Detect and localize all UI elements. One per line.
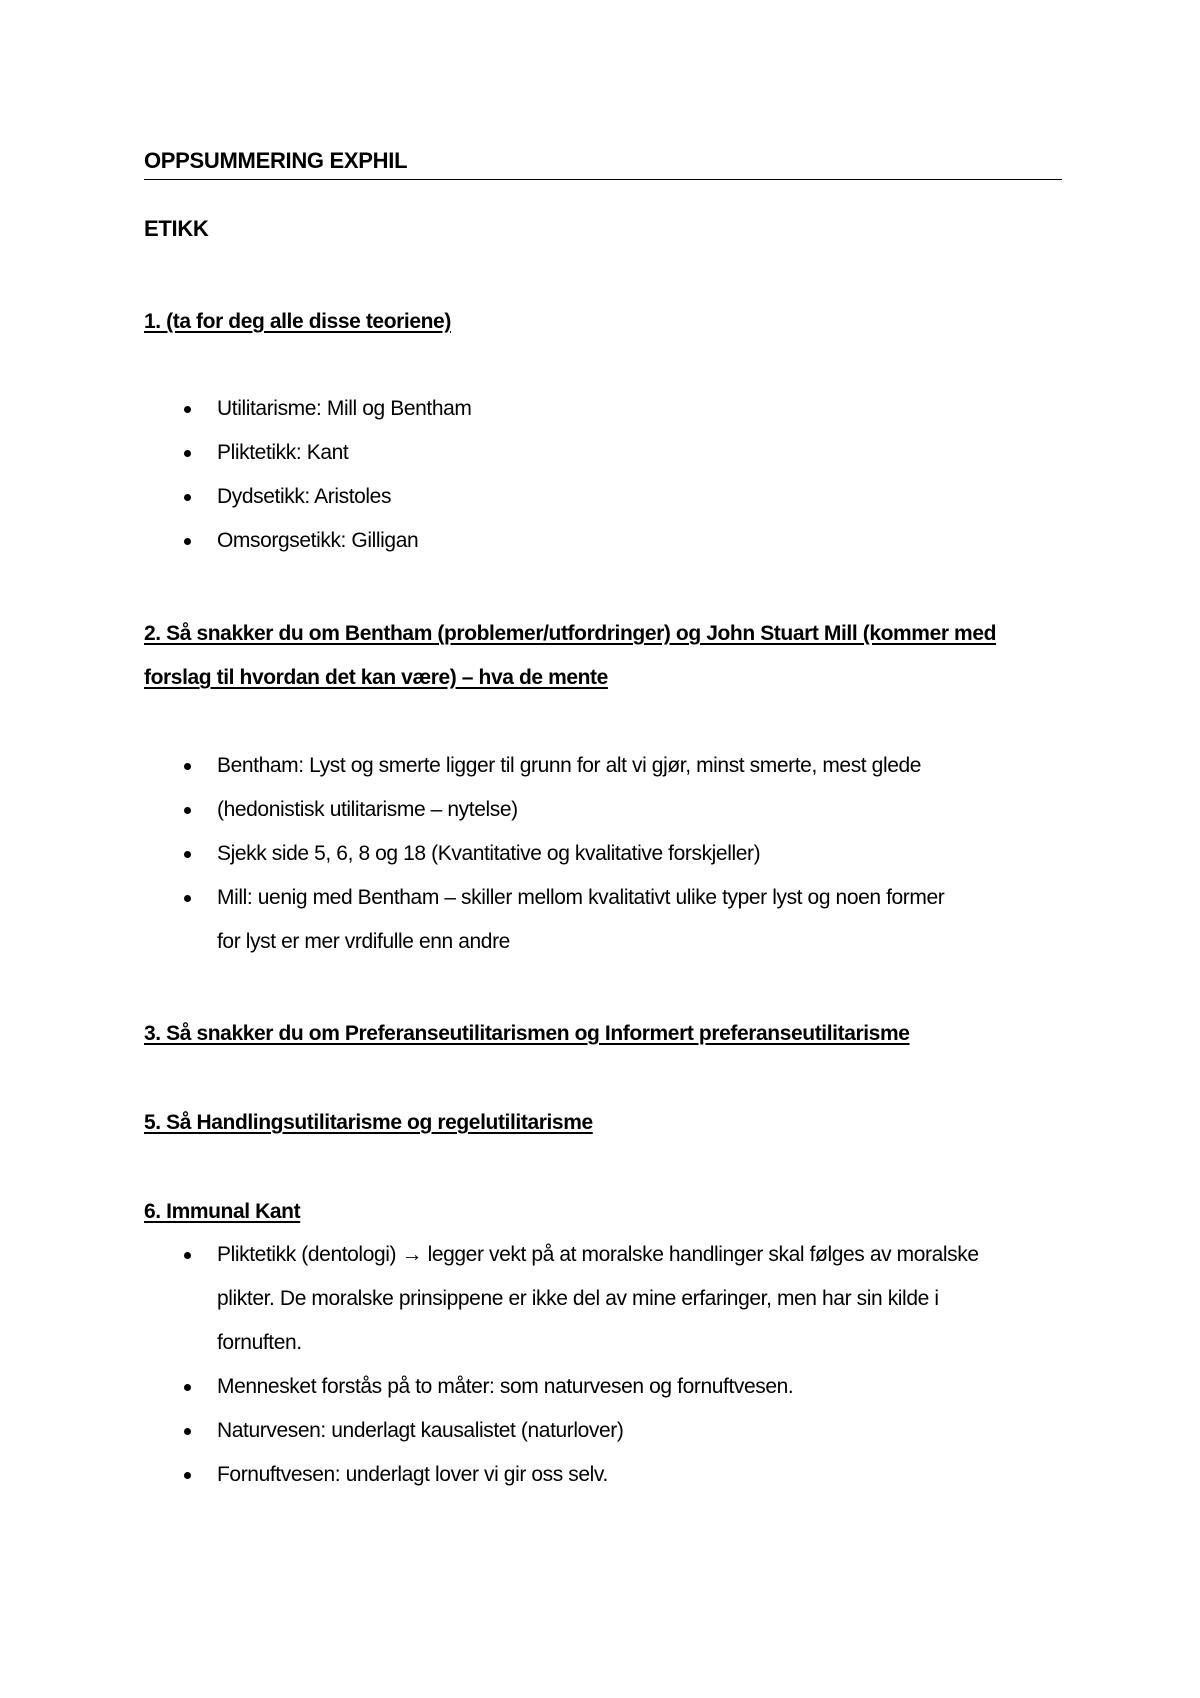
list-item-continuation: for lyst er mer vrdifulle enn andre: [217, 930, 510, 953]
bullet-icon: [184, 1252, 191, 1259]
list-item: Pliktetikk: Kant: [217, 441, 349, 464]
section-heading-etikk: ETIKK: [144, 216, 209, 241]
list-item: Sjekk side 5, 6, 8 og 18 (Kvantitative og kvalitative forskjeller): [217, 842, 761, 865]
list-item: Mennesket forstås på to måter: som naturvesen og fornuftvesen.: [217, 1375, 794, 1398]
document-title: OPPSUMMERING EXPHIL: [144, 148, 408, 173]
heading-5: 5. Så Handlingsutilitarisme og regelutilitarisme: [144, 1111, 593, 1134]
bullet-icon: [184, 895, 191, 902]
bullet-icon: [184, 538, 191, 545]
heading-2-line-1: 2. Så snakker du om Bentham (problemer/utfordringer) og John Stuart Mill (kommer med: [144, 622, 997, 645]
bullet-icon: [184, 851, 191, 858]
list-item-continuation: plikter. De moralske prinsippene er ikke del av mine erfaringer, men har sin kilde i: [217, 1287, 939, 1310]
list-item: Dydsetikk: Aristoles: [217, 485, 392, 508]
title-underline-rule: [144, 179, 1062, 180]
list-item: (hedonistisk utilitarisme – nytelse): [217, 798, 518, 821]
bullet-icon: [184, 1384, 191, 1391]
list-item: Utilitarisme: Mill og Bentham: [217, 397, 472, 420]
bullet-icon: [184, 1472, 191, 1479]
bullet-icon: [184, 494, 191, 501]
list-item: Bentham: Lyst og smerte ligger til grunn for alt vi gjør, minst smerte, mest glede: [217, 754, 922, 777]
heading-2-line-2: forslag til hvordan det kan være) – hva de mente: [144, 666, 608, 689]
bullet-icon: [184, 450, 191, 457]
bullet-icon: [184, 807, 191, 814]
heading-3: 3. Så snakker du om Preferanseutilitarismen og Informert preferanseutilitarisme: [144, 1022, 910, 1045]
list-item: Pliktetikk (dentologi) → legger vekt på at moralske handlinger skal følges av moralske: [217, 1243, 979, 1266]
list-item-continuation: fornuften.: [217, 1331, 302, 1354]
bullet-icon: [184, 406, 191, 413]
list-item: Omsorgsetikk: Gilligan: [217, 529, 419, 552]
list-item: Fornuftvesen: underlagt lover vi gir oss selv.: [217, 1463, 608, 1486]
heading-1: 1. (ta for deg alle disse teoriene): [144, 310, 451, 333]
list-item: Naturvesen: underlagt kausalistet (naturlover): [217, 1419, 624, 1442]
list-item: Mill: uenig med Bentham – skiller mellom kvalitativt ulike typer lyst og noen former: [217, 886, 945, 909]
heading-6: 6. Immunal Kant: [144, 1200, 301, 1223]
bullet-icon: [184, 1428, 191, 1435]
bullet-icon: [184, 763, 191, 770]
